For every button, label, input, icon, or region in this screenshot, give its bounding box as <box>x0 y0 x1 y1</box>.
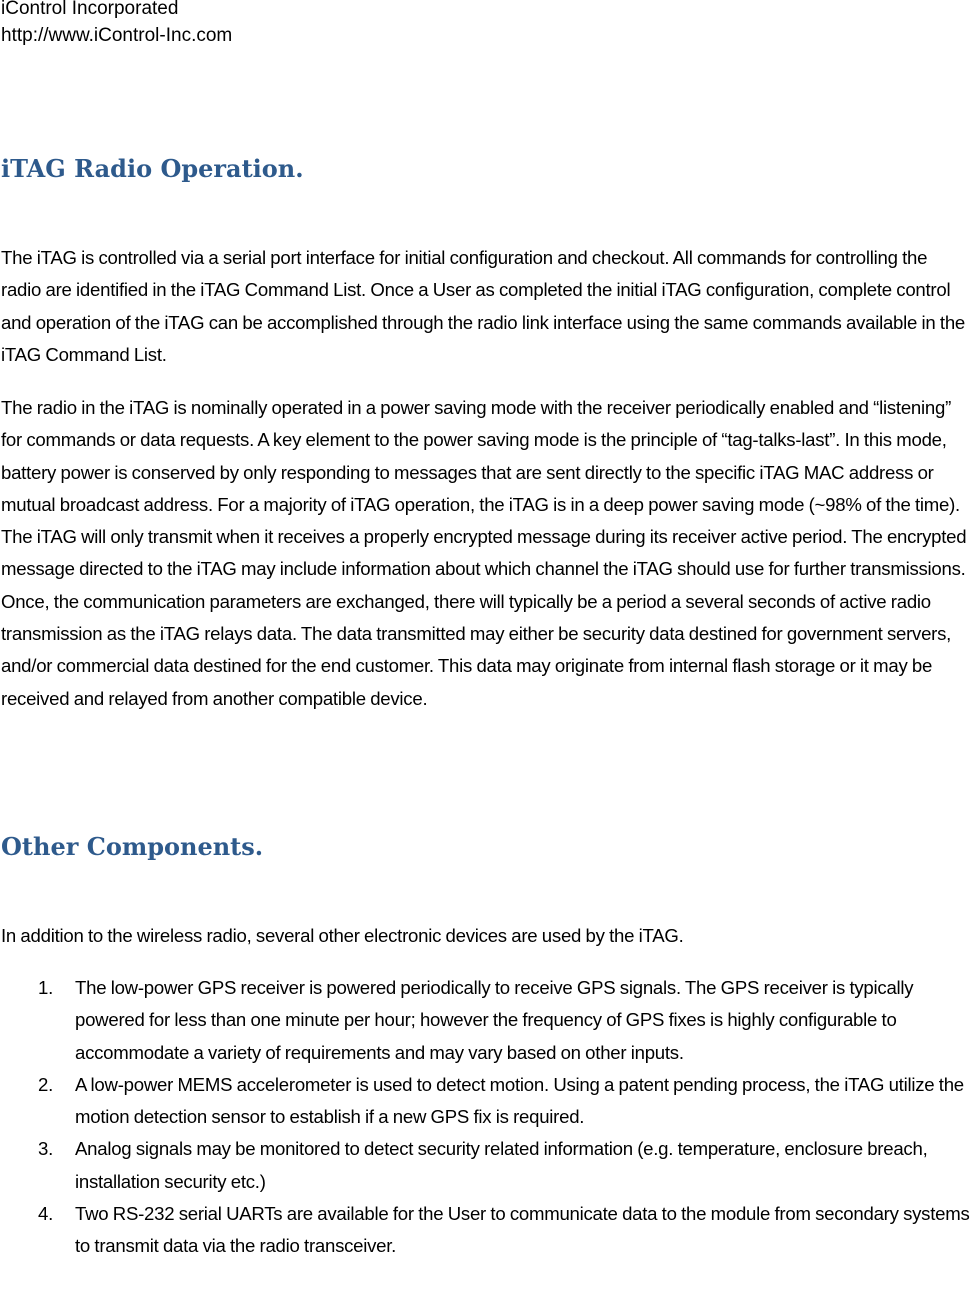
radio-operation-heading: iTAG Radio Operation. <box>1 154 304 183</box>
components-intro: In addition to the wireless radio, several other electronic devices are used by the iTAG. <box>1 925 684 946</box>
list-item-number: 1. <box>38 977 54 998</box>
list-item-number: 2. <box>38 1073 54 1095</box>
list-item-text: The low-power GPS receiver is powered periodically to receive GPS signals. The GPS receiver is typically powered for less than one minute per hour; however the frequency of GPS fixes is highly configurable to accommodate a variety of requirements and may vary based on other inputs. <box>75 977 914 1063</box>
list-item <box>0 1133 971 1198</box>
list-item-text: Analog signals may be monitored to detect security related information (e.g. temperature, enclosure breach, installation security etc.) <box>75 1138 928 1192</box>
company-url: http://www.iControl-Inc.com <box>1 25 233 46</box>
list-item <box>0 1198 971 1263</box>
list-item-number: 4. <box>38 1203 54 1225</box>
list-item <box>0 972 971 1069</box>
company-name: iControl Incorporated <box>1 0 179 19</box>
other-components-heading: Other Components. <box>1 832 264 861</box>
components-list <box>0 972 971 1263</box>
list-item-text: Two RS-232 serial UARTs are available for the User to communicate data to the module from secondary systems to transmit data via the radio transceiver. <box>75 1203 970 1257</box>
list-item <box>0 1069 971 1134</box>
list-item-number: 3. <box>38 1138 54 1160</box>
radio-paragraph-2: The radio in the iTAG is nominally operated in a power saving mode with the receiver periodically enabled and “listening” for commands or data requests. A key element to the power saving mode is the principle of “tag-talks-last”. In this mode, battery power is conserved by only responding to messages that are sent directly to the specific iTAG MAC address or mutual broadcast address. For a majority of iTAG operation, the iTAG is in a deep power saving mode (~98% of the time). The iTAG will only transmit when it receives a properly encrypted message during its receiver active period. The encrypted message directed to the iTAG may include information about which channel the iTAG should use for further transmissions. Once, the communication parameters are exchanged, there will typically be a period a several seconds of active radio transmission as the iTAG relays data. The data transmitted may either be security data destined for government servers, and/or commercial data destined for the end customer. This data may originate from internal flash storage or it may be received and relayed from another compatible device. <box>1 397 967 709</box>
list-item-text: A low-power MEMS accelerometer is used to detect motion. Using a patent pending process, the iTAG utilize the motion detection sensor to establish if a new GPS fix is required. <box>75 1073 964 1128</box>
radio-paragraph-1: The iTAG is controlled via a serial port interface for initial configuration and checkout. All commands for controlling the radio are identified in the iTAG Command List. Once a User as completed the initial iTAG configuration, complete control and operation of the iTAG can be accomplished through the radio link interface using the same commands available in the iTAG Command List. <box>1 247 966 365</box>
